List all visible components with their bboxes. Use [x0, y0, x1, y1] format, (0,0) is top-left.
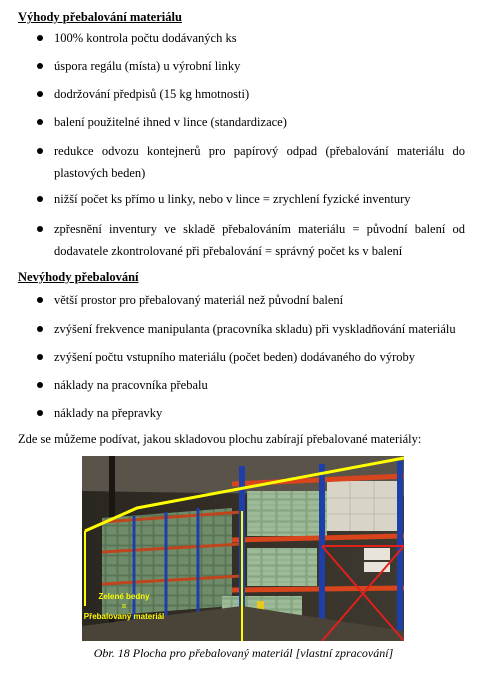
bullet	[37, 326, 43, 332]
photo-label-line2: =	[121, 602, 127, 611]
figure-intro: Zde se můžeme podívat, jakou skladovou plochu zabírají přebalované materiály:	[18, 432, 422, 446]
list-item: zvýšení frekvence manipulanta (pracovníka skladu) při vyskladňování materiálu	[54, 322, 456, 336]
bullet	[37, 91, 43, 97]
warehouse-photo	[82, 456, 404, 641]
bullet	[37, 354, 43, 360]
list-item: dodržování předpisů (15 kg hmotnosti)	[54, 87, 250, 101]
list-item: zvýšení počtu vstupního materiálu (počet beden) dodávaného do výroby	[54, 350, 416, 364]
bullet	[37, 119, 43, 125]
bullet	[37, 410, 43, 416]
bullet	[37, 196, 43, 202]
bullet	[37, 148, 43, 154]
list-item: zpřesnění inventury ve skladě přebalováním materiálu = původní balení od dodavatele zkontrolované při přebalování = správný počet ks v balení	[54, 222, 465, 258]
figure-caption: Obr. 18 Plocha pro přebalovaný materiál [vlastní zpracování]	[93, 646, 394, 660]
heading-disadvantages: Nevýhody přebalování	[18, 270, 139, 284]
photo-label-line1: Zelené bedny	[98, 592, 150, 601]
bullet	[37, 63, 43, 69]
bullet	[37, 226, 43, 232]
list-item: 100% kontrola počtu dodávaných ks	[54, 31, 237, 45]
heading-advantages: Výhody přebalování materiálu	[18, 10, 182, 24]
list-item: úspora regálu (místa) u výrobní linky	[54, 59, 241, 73]
bullet	[37, 35, 43, 41]
list-item: balení použitelné ihned v lince (standardizace)	[54, 115, 287, 129]
list-item: redukce odvozu kontejnerů pro papírový odpad (přebalování materiálu do plastových beden)	[54, 144, 465, 180]
list-item: náklady na přepravky	[54, 406, 163, 420]
bullet	[37, 382, 43, 388]
bullet	[37, 297, 43, 303]
list-item: nižší počet ks přímo u linky, nebo v lince = zrychlení fyzické inventury	[54, 192, 411, 206]
list-item: větší prostor pro přebalovaný materiál než původní balení	[54, 293, 344, 307]
list-item: náklady na pracovníka přebalu	[54, 378, 208, 392]
photo-label-line3: Přebalovaný materiál	[83, 612, 165, 621]
